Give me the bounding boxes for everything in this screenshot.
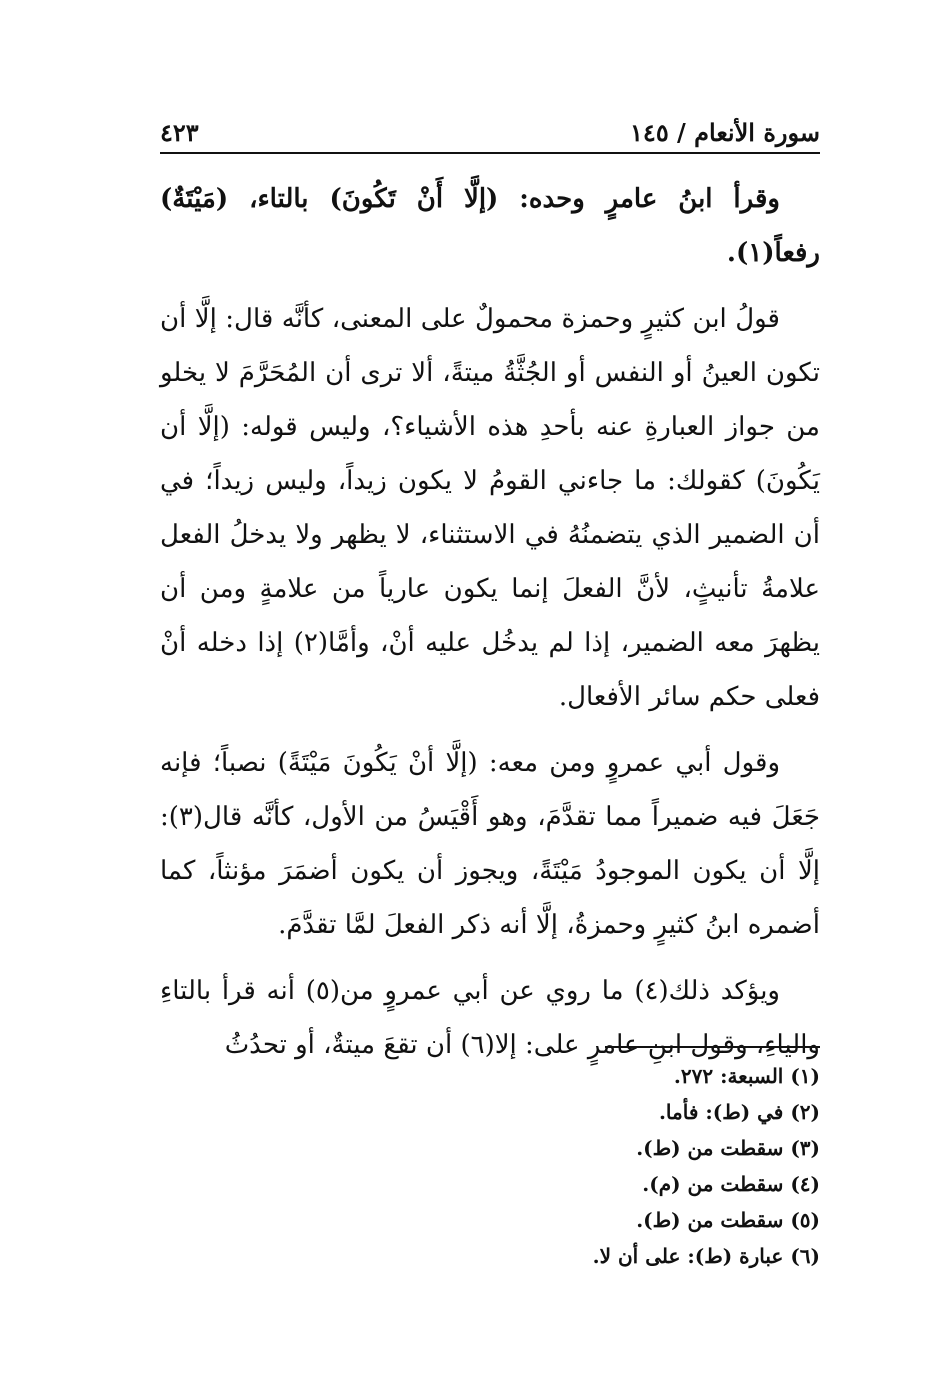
page-number: ٤٢٣ (160, 118, 199, 147)
running-head (160, 118, 820, 152)
paragraph-ibn-amir-reading: وقرأ ابنُ عامرٍ وحده: (إلَّا أَنْ تَكُونَ) بالتاء، (مَيْتَةٌ) رفعاً(١). (160, 184, 820, 268)
paragraph-confirmation: ويؤكد ذلك(٤) ما روي عن أبي عمروٍ من(٥) أنه قرأ بالتاءِ والياءِ، وقول ابنِ عامرٍ على: إلا(٦) أن تقعَ ميتةٌ، أو تحدُثُ (160, 976, 820, 1060)
footnotes-list (300, 1058, 820, 1274)
footnote-5: (٥) سقطت من (ط). (636, 1208, 820, 1232)
paragraph-abu-amr: وقول أبي عمروٍ ومن معه: (إلَّا أنْ يَكُونَ مَيْتَةً) نصباً؛ فإنه جَعَلَ فيه ضميراً مما تقدَّمَ، وهو أَقْيَسُ من الأول، كأنَّه قال(٣): إلَّا أن يكون الموجودُ مَيْتَةً، ويجوز أن يكون أضمَرَ مؤنثاً، كما أضمره ابنُ كثيرٍ وحمزةُ، إلَّا أنه ذكر الفعلَ لمَّا تقدَّمَ. (160, 748, 820, 940)
chapter-title: سورة الأنعام / ١٤٥ (630, 118, 820, 147)
footnote-2: (٢) في (ط): فأما. (658, 1100, 820, 1124)
paragraph-ibn-kathir-hamza: قولُ ابن كثيرٍ وحمزة محمولٌ على المعنى، كأنَّه قال: إلَّا أن تكون العينُ أو النفس أو الجُثَّةُ ميتةً، ألا ترى أن المُحَرَّمَ لا يخلو من جواز العبارةِ عنه بأحدِ هذه الأشياء؟، وليس قوله: (إلَّا أن يَكُونَ) كقولك: ما جاءني القومُ لا يكون زيداً، وليس زيداً؛ في أن الضمير الذي يتضمنُهُ في الاستثناء، لا يظهر ولا يدخلُ الفعل علامةُ تأنيثٍ، لأنَّ الفعلَ إنما يكون عارياً من علامةٍ ومن أن يظهرَ معه الضمير، إذا لم يدخُل عليه أنْ، وأمَّا(٢) إذا دخله أنْ فعلى حكم سائر الأفعال. (160, 304, 821, 712)
footnote-1: (١) السبعة: ٢٧٢. (673, 1064, 820, 1088)
footnote-6: (٦) عبارة (ط): على أن لا. (592, 1244, 820, 1268)
footnote-divider (605, 1046, 820, 1048)
header-divider (160, 152, 820, 154)
footnote-4: (٤) سقطت من (م). (642, 1172, 820, 1196)
main-text (160, 172, 820, 1084)
footnote-3: (٣) سقطت من (ط). (636, 1136, 820, 1160)
